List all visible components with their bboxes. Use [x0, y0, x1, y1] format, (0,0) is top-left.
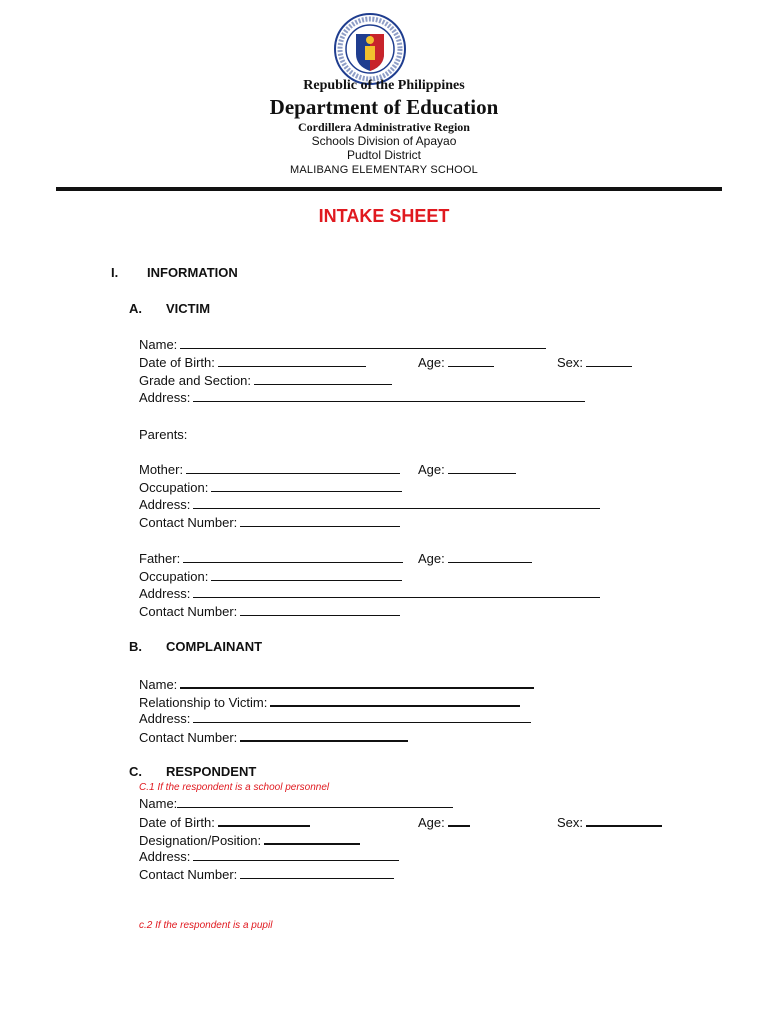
complainant-relationship-row [139, 694, 520, 710]
complainant-name-row [139, 676, 534, 692]
mother-occupation-row [139, 480, 402, 495]
complainant-contact-field[interactable] [240, 729, 408, 742]
father-label: Father: [139, 551, 181, 566]
victim-heading: VICTIM [166, 301, 211, 316]
victim-address-label: Address: [139, 390, 191, 405]
division-heading: Schools Division of Apayao [311, 134, 457, 148]
complainant-contact-row [139, 729, 408, 745]
district-heading: Pudtol District [346, 148, 422, 162]
respondent-designation-field[interactable] [264, 832, 360, 845]
respondent-dob-row [139, 814, 310, 830]
mother-contact-label: Contact Number: [139, 515, 238, 530]
deped-seal-icon [325, 12, 415, 86]
victim-sex-field[interactable] [586, 355, 632, 367]
complainant-address-field[interactable] [193, 711, 531, 723]
victim-dob-field[interactable] [218, 355, 366, 367]
complainant-relationship-field[interactable] [270, 694, 520, 707]
father-address-row [139, 586, 600, 601]
mother-age-field[interactable] [448, 462, 516, 474]
page-title: INTAKE SHEET [318, 206, 450, 226]
department-heading: Department of Education [269, 95, 499, 119]
header-divider [56, 187, 722, 191]
victim-grade-label: Grade and Section: [139, 373, 252, 388]
mother-name-field[interactable] [186, 462, 400, 474]
father-age-field[interactable] [448, 551, 532, 563]
father-age-label: Age: [418, 551, 445, 566]
respondent-sex-label: Sex: [557, 815, 584, 830]
victim-letter: A. [129, 301, 142, 316]
respondent-name-row [139, 796, 453, 811]
father-name-field[interactable] [183, 551, 403, 563]
father-age-row [418, 551, 532, 566]
mother-age-row [418, 462, 516, 477]
victim-name-label: Name: [139, 337, 178, 352]
complainant-heading: COMPLAINANT [166, 639, 263, 654]
father-occupation-field[interactable] [211, 569, 402, 581]
victim-grade-field[interactable] [254, 373, 392, 385]
victim-age-field[interactable] [448, 355, 494, 367]
respondent-heading: RESPONDENT [166, 764, 257, 779]
victim-name-row [139, 337, 546, 352]
mother-row [139, 462, 400, 477]
mother-address-field[interactable] [193, 497, 600, 509]
victim-grade-row [139, 373, 392, 388]
respondent-age-row [418, 814, 470, 830]
respondent-address-label: Address: [139, 849, 191, 864]
complainant-contact-label: Contact Number: [139, 730, 238, 745]
mother-label: Mother: [139, 462, 184, 477]
respondent-age-field[interactable] [448, 814, 470, 827]
respondent-dob-label: Date of Birth: [139, 815, 215, 830]
respondent-contact-label: Contact Number: [139, 867, 238, 882]
mother-contact-row [139, 515, 400, 530]
complainant-name-field[interactable] [180, 676, 534, 689]
mother-address-row [139, 497, 600, 512]
respondent-address-row [139, 849, 399, 864]
mother-age-label: Age: [418, 462, 445, 477]
victim-sex-label: Sex: [557, 355, 584, 370]
father-contact-row [139, 604, 400, 619]
respondent-name-field[interactable] [177, 796, 453, 808]
respondent-pupil-note: c.2 If the respondent is a pupil [139, 920, 273, 931]
region-heading: Cordillera Administrative Region [298, 120, 470, 134]
father-occupation-label: Occupation: [139, 569, 209, 584]
father-occupation-row [139, 569, 402, 584]
victim-name-field[interactable] [180, 337, 546, 349]
complainant-address-label: Address: [139, 711, 191, 726]
victim-age-label: Age: [418, 355, 445, 370]
mother-contact-field[interactable] [240, 515, 400, 527]
respondent-age-label: Age: [418, 815, 445, 830]
father-row [139, 551, 403, 566]
section-number: I. [111, 265, 119, 280]
respondent-personnel-note: C.1 If the respondent is a school personnel [139, 782, 330, 793]
republic-heading: Republic of the Philippines [303, 78, 465, 93]
father-contact-field[interactable] [240, 604, 400, 616]
father-address-field[interactable] [193, 586, 600, 598]
father-address-label: Address: [139, 586, 191, 601]
respondent-name-label: Name: [139, 796, 178, 811]
complainant-letter: B. [129, 639, 142, 654]
victim-address-row [139, 390, 585, 405]
respondent-address-field[interactable] [193, 849, 399, 861]
victim-address-field[interactable] [193, 390, 585, 402]
respondent-sex-row [557, 814, 662, 830]
victim-age-row [418, 355, 494, 370]
complainant-relationship-label: Relationship to Victim: [139, 695, 268, 710]
victim-dob-label: Date of Birth: [139, 355, 215, 370]
respondent-designation-label: Designation/Position: [139, 833, 262, 848]
school-heading: MALIBANG ELEMENTARY SCHOOL [290, 164, 478, 176]
respondent-sex-field[interactable] [586, 814, 662, 827]
complainant-name-label: Name: [139, 677, 178, 692]
mother-occupation-label: Occupation: [139, 480, 209, 495]
respondent-contact-row [139, 867, 394, 882]
mother-address-label: Address: [139, 497, 191, 512]
respondent-letter: C. [129, 764, 142, 779]
respondent-dob-field[interactable] [218, 814, 310, 827]
complainant-address-row [139, 711, 531, 726]
section-title: INFORMATION [147, 265, 238, 280]
respondent-contact-field[interactable] [240, 867, 394, 879]
victim-sex-row [557, 355, 632, 370]
father-contact-label: Contact Number: [139, 604, 238, 619]
parents-label: Parents: [139, 427, 188, 442]
respondent-designation-row [139, 832, 360, 848]
victim-dob-row [139, 355, 366, 370]
mother-occupation-field[interactable] [211, 480, 402, 492]
